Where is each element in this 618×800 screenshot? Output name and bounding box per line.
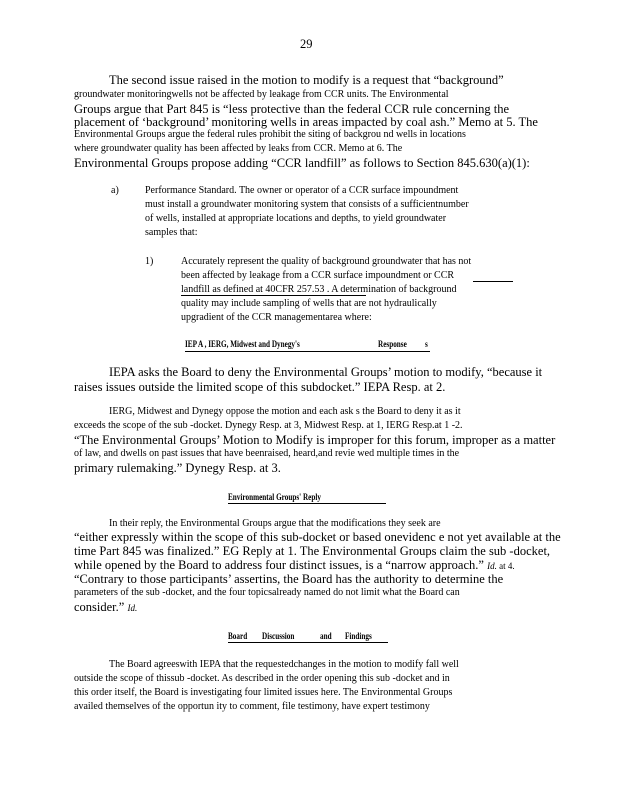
text-line: “The Environmental Groups’ Motion to Modify is improper for this forum, improper as a matter: [74, 433, 556, 447]
text-line: samples that:: [145, 227, 198, 238]
text-line: Performance Standard. The owner or operator of a CCR surface impoundment: [145, 185, 459, 196]
citation: Id.: [127, 603, 138, 613]
text-line: IERG, Midwest and Dynegy oppose the motion and each ask s the Board to deny it as it: [109, 406, 461, 417]
text-line: quality may include sampling of wells that are not hydraulically: [181, 298, 437, 309]
underline: [181, 295, 366, 296]
text-line: groundwater monitoringwells not be affected by leakage from CCR units. The Environmental: [74, 89, 449, 100]
text-line: been affected by leakage from a CCR surface impoundment or CCR: [181, 270, 455, 281]
text-line: of law, and dwells on past issues that have beenraised, heard,and revie wed multiple times in the: [74, 448, 460, 459]
page-number: 29: [300, 37, 313, 51]
text-line: primary rulemaking.” Dynegy Resp. at 3.: [74, 461, 281, 475]
text-line: exceeds the scope of the sub -docket. Dynegy Resp. at 3, Midwest Resp. at 1, IERG Resp.at 1 -2.: [74, 420, 463, 431]
list-label: a): [111, 185, 119, 196]
text-line: The Board agreeswith IEPA that the requestedchanges in the motion to modify fall well: [109, 659, 459, 670]
heading-text: Findings: [345, 631, 372, 641]
heading-underline: [228, 503, 386, 504]
text-line: Accurately represent the quality of background groundwater that has not: [181, 256, 472, 267]
heading-text: Response: [378, 339, 407, 349]
text-span: consider.”: [74, 600, 125, 614]
text-line: landfill as defined at 40CFR 257.53 . A determination of background: [181, 284, 457, 295]
list-label: 1): [145, 256, 154, 267]
text-line: where groundwater quality has been affected by leaks from CCR. Memo at 6. The: [74, 143, 403, 154]
text-line: Groups argue that Part 845 is “less protective than the federal CCR rule concerning the: [74, 102, 510, 116]
heading-text: and: [320, 631, 332, 641]
text-line: this order itself, the Board is investigating four limited issues here. The Environmental Groups: [74, 687, 453, 698]
citation: Id.: [487, 561, 497, 571]
text-line: [74, 559, 515, 572]
text-line: [74, 601, 137, 614]
text-line: of wells, installed at appropriate locations and depths, to yield groundwater: [145, 213, 447, 224]
text-line: availed themselves of the opportun ity to comment, file testimony, have expert testimony: [74, 701, 430, 712]
text-line: Environmental Groups propose adding “CCR landfill” as follows to Section 845.630(a)(1):: [74, 156, 530, 170]
heading-text: Discussion: [262, 631, 295, 641]
text-line: outside the scope of thissub -docket. As described in the order opening this sub -docket and in: [74, 673, 450, 684]
text-line: upgradient of the CCR managementarea where:: [181, 312, 372, 323]
text-line: “Contrary to those participants’ assertins, the Board has the authority to determine the: [74, 572, 504, 586]
text-line: Environmental Groups argue the federal rules prohibit the siting of backgrou nd wells in locations: [74, 129, 466, 140]
text-line: The second issue raised in the motion to modify is a request that “background”: [109, 73, 504, 87]
text-line: In their reply, the Environmental Groups argue that the modifications they seek are: [109, 518, 441, 529]
heading-text: s: [425, 339, 428, 349]
heading-text: IEP A , IERG, Midwest and Dynegy's: [185, 339, 300, 349]
text-span: while opened by the Board to address four distinct issues, is a “narrow approach.”: [74, 558, 484, 572]
underline: [473, 281, 513, 282]
text-line: time Part 845 was finalized.” EG Reply at 1. The Environmental Groups claim the sub -docket,: [74, 544, 551, 558]
citation-tail: at 4.: [496, 561, 515, 571]
text-line: “either expressly within the scope of this sub-docket or based onevidenc e not yet available at the: [74, 530, 561, 544]
heading-text: Board: [228, 631, 248, 641]
text-line: placement of ‘background’ monitoring wells in areas impacted by coal ash.” Memo at 5. The: [74, 115, 538, 129]
text-line: parameters of the sub -docket, and the four topicsalready named do not limit what the Board can: [74, 587, 460, 598]
text-line: raises issues outside the limited scope of this subdocket.” IEPA Resp. at 2.: [74, 380, 446, 394]
heading-underline: [228, 642, 388, 643]
text-line: IEPA asks the Board to deny the Environmental Groups’ motion to modify, “because it: [109, 365, 543, 379]
heading-underline: [185, 351, 430, 352]
heading-text: Environmental Groups' Reply: [228, 492, 321, 502]
text-line: must install a groundwater monitoring system that consists of a sufficientnumber: [145, 199, 469, 210]
